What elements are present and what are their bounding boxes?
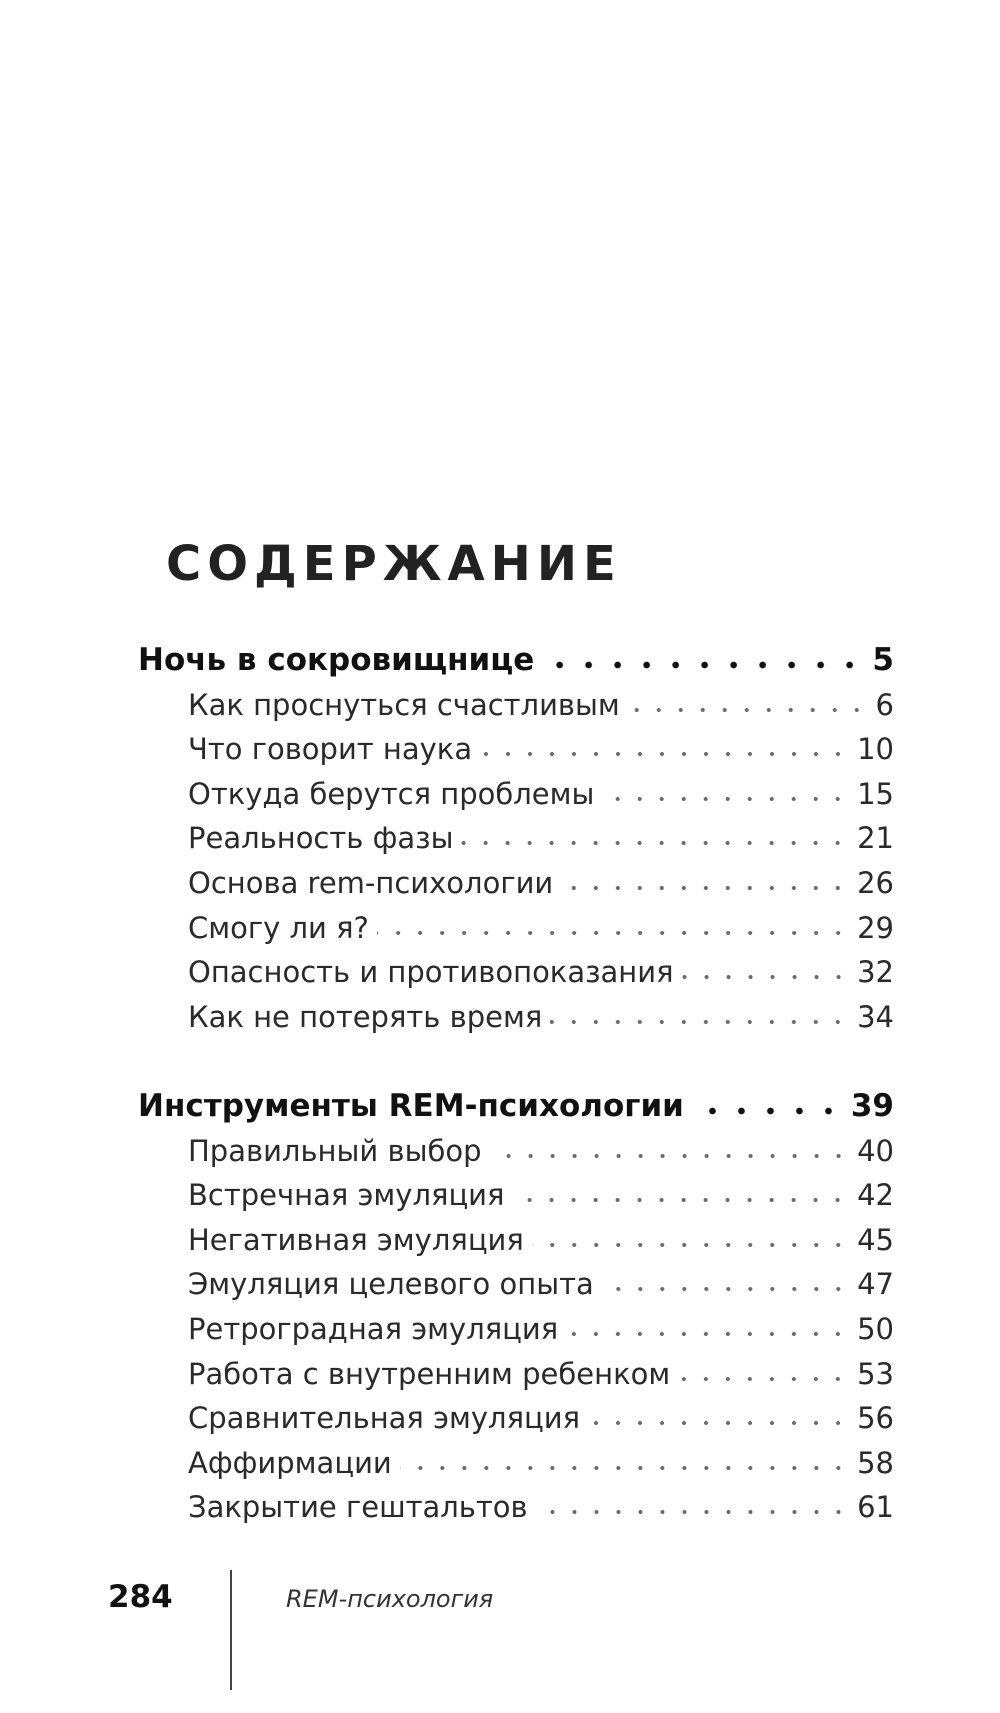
toc-chapter[interactable] — [138, 638, 894, 683]
entry-title: Аффирмации — [188, 1445, 392, 1480]
dot-leader — [602, 794, 849, 804]
entry-title: Реальность фазы — [188, 821, 454, 856]
entry-page-number: 34 — [857, 999, 894, 1034]
entry-title: Смогу ли я? — [188, 910, 369, 945]
entry-title: Сравнительная эмуляция — [188, 1401, 581, 1436]
toc-section — [138, 638, 894, 1039]
toc-entry[interactable] — [138, 1173, 894, 1218]
entry-page-number: 40 — [857, 1133, 894, 1168]
dot-leader — [588, 1418, 849, 1428]
entry-page-number: 50 — [857, 1311, 894, 1346]
entry-title: Ретроградная эмуляция — [188, 1311, 559, 1346]
toc-entry[interactable] — [138, 1307, 894, 1352]
entry-title: Как не потерять время — [188, 999, 543, 1034]
toc-entry[interactable] — [138, 995, 894, 1040]
toc-entry[interactable] — [138, 1352, 894, 1397]
entry-title: Опасность и противопоказания — [188, 955, 674, 990]
chapter-title: Инструменты REM-психологии — [138, 1088, 684, 1124]
dot-leader — [678, 1374, 849, 1384]
dot-leader — [542, 660, 864, 670]
entry-title: Негативная эмуляция — [188, 1222, 524, 1257]
dot-leader — [682, 972, 850, 982]
entry-title: Закрытие гештальтов — [188, 1490, 528, 1525]
entry-page-number: 32 — [857, 955, 894, 990]
entry-page-number: 56 — [857, 1401, 894, 1436]
page-number: 284 — [108, 1579, 173, 1615]
toc-entry[interactable] — [138, 1396, 894, 1441]
toc-section — [138, 1084, 894, 1530]
entry-title: Откуда берутся проблемы — [188, 776, 595, 811]
toc-chapter[interactable] — [138, 1084, 894, 1129]
dot-leader — [628, 705, 868, 715]
entry-page-number: 42 — [857, 1178, 894, 1213]
entry-title: Работа с внутренним ребенком — [188, 1356, 671, 1391]
dot-leader — [377, 928, 849, 938]
dot-leader — [566, 1329, 849, 1339]
entry-page-number: 21 — [857, 821, 894, 856]
toc-entry[interactable] — [138, 861, 894, 906]
entry-title: Что говорит наука — [188, 732, 473, 767]
dot-leader — [400, 1463, 849, 1473]
dot-leader — [512, 1195, 849, 1205]
dot-leader — [561, 883, 849, 893]
entry-page-number: 58 — [857, 1445, 894, 1480]
toc-entry[interactable] — [138, 1218, 894, 1263]
entry-title: Эмуляция целевого опыта — [188, 1267, 594, 1302]
footer-divider — [230, 1570, 232, 1690]
toc-entry[interactable] — [138, 772, 894, 817]
entry-page-number: 6 — [875, 687, 894, 722]
dot-leader — [692, 1106, 843, 1116]
chapter-title: Ночь в сокровищнице — [138, 642, 535, 678]
toc-entry[interactable] — [138, 683, 894, 728]
toc-entry[interactable] — [138, 1441, 894, 1486]
entry-page-number: 61 — [857, 1490, 894, 1525]
entry-page-number: 26 — [857, 865, 894, 900]
toc-entry[interactable] — [138, 906, 894, 951]
running-title: REM-психология — [286, 1585, 494, 1613]
toc-entry[interactable] — [138, 727, 894, 772]
page-title: СОДЕРЖАНИЕ — [166, 536, 622, 592]
entry-page-number: 45 — [857, 1222, 894, 1257]
dot-leader — [602, 1284, 849, 1294]
chapter-page-number: 5 — [872, 642, 894, 678]
entry-page-number: 53 — [857, 1356, 894, 1391]
toc-entry[interactable] — [138, 1129, 894, 1174]
dot-leader — [490, 1151, 850, 1161]
chapter-page-number: 39 — [850, 1088, 894, 1124]
entry-page-number: 29 — [857, 910, 894, 945]
entry-page-number: 47 — [857, 1267, 894, 1302]
entry-page-number: 10 — [857, 732, 894, 767]
entry-title: Встречная эмуляция — [188, 1178, 505, 1213]
entry-title: Как проснуться счастливым — [188, 687, 620, 722]
toc-entry[interactable] — [138, 950, 894, 995]
entry-title: Правильный выбор — [188, 1133, 482, 1168]
entry-title: Основа rem-психологии — [188, 865, 554, 900]
entry-page-number: 15 — [857, 776, 894, 811]
dot-leader — [532, 1240, 849, 1250]
toc-entry[interactable] — [138, 1262, 894, 1307]
dot-leader — [461, 838, 849, 848]
toc-entry[interactable] — [138, 1485, 894, 1530]
dot-leader — [480, 749, 849, 759]
dot-leader — [550, 1017, 849, 1027]
dot-leader — [536, 1507, 849, 1517]
toc-entry[interactable] — [138, 816, 894, 861]
